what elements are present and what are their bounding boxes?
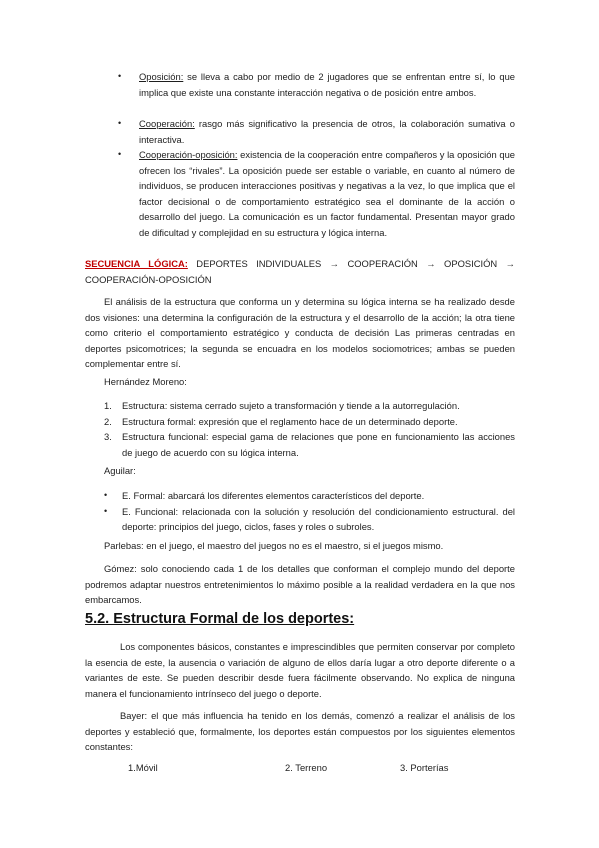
desc-cooperacion: rasgo más significativo la presencia de otros, la colaboración sumativa o interactiva. xyxy=(139,118,515,145)
bullet-dot: • xyxy=(118,71,122,81)
list-item xyxy=(104,429,515,460)
hernandez-title: Hernández Moreno: xyxy=(104,376,187,387)
list-text: Estructura: sistema cerrado sujeto a transformación y tiende a la autorregulación. xyxy=(122,400,460,411)
list-item xyxy=(104,414,515,430)
aguilar-title: Aguilar: xyxy=(104,465,136,476)
secuencia-logica xyxy=(85,256,515,287)
componentes-paragraph: Los componentes básicos, constantes e imprescindibles que permiten conservar por completo la esencia de este, la ausencia o variación de alguno de ellos daría lugar a otro deporte diferente o a variantes de este. Se pueden describir desde fuera fácilmente observando. No explica de ninguna manera el funcionamiento intrínseco del juego o deporte. xyxy=(85,641,515,699)
term-cooperacion-oposicion: Cooperación-oposición: xyxy=(139,149,238,160)
list-text: E. Funcional: relacionada con la solución y resolución del condicionamiento estructural. del deporte: principios del juego, ciclos, fases y roles o subroles. xyxy=(122,505,515,533)
secuencia-text: DEPORTES INDIVIDUALES → COOPERACIÓN → OPOSICIÓN → COOPERACIÓN-OPOSICIÓN xyxy=(85,258,515,285)
bayer-paragraph: Bayer: el que más influencia ha tenido en los demás, comenzó a realizar el análisis de los deportes y estableció que, formalmente, los deportes están compuestos por los siguientes elementos constantes: xyxy=(85,710,515,753)
aguilar-list xyxy=(104,488,515,535)
secuencia-label: SECUENCIA LÓGICA: xyxy=(85,258,188,269)
list-item xyxy=(104,488,515,504)
bullet-dot: • xyxy=(118,149,122,159)
list-item xyxy=(104,398,515,414)
list-text: Estructura formal: expresión que el reglamento hace de un determinado deporte. xyxy=(122,415,458,427)
list-text: Estructura funcional: especial gama de relaciones que pone en funcionamiento las acciones de juego de acuerdo con su lógica interna. xyxy=(122,431,515,458)
term-oposicion: Oposición: xyxy=(139,71,184,82)
list-number: 3. xyxy=(104,431,112,443)
gomez-paragraph: Gómez: solo conociendo cada 1 de los detalles que conforman el complejo mundo del deporte podremos adaptar nuestros entretenimientos lo máximo posible a la realidad verdadera en la que nos embarcamos. xyxy=(85,563,515,606)
bullet-cooperacion xyxy=(118,116,515,147)
desc-cooperacion-oposicion: existencia de la cooperación entre compañeros y la oposición que ofrecen los “rivales”. La oposición puede ser estable o variable, en cuanto al número de individuos, se producen interacciones positivas y negativas a la vez, lo que implica que el factor decisional o de comportamiento estratégico sea el dominante de la acción o desarrollo del juego. La comunicación es un factor fundamental. Presentan mayor grado de dificultad y complejidad en su estructura y lógica interna. xyxy=(139,149,515,238)
bullet-cooperacion-oposicion xyxy=(118,147,515,241)
desc-oposicion: se lleva a cabo por medio de 2 jugadores que se enfrentan entre sí, lo que implica que existe una constante interacción negativa o de posición entre ambos. xyxy=(139,71,515,98)
list-item xyxy=(104,504,515,535)
analisis-paragraph: El análisis de la estructura que conforma un y determina su lógica interna se ha realizado desde dos visiones: una determina la configuración de la estructura y el desarrollo de la acción; la otra tiene como criterio el comportamiento estratégico y conducta de decisión Las primeras centradas en deportes psicomotrices; la segunda se encuadra en los modelos sociomotrices; ambas se pueden complementar entre sí. xyxy=(85,296,515,370)
list-number: 2. xyxy=(104,415,112,427)
list-text: E. Formal: abarcará los diferentes elementos característicos del deporte. xyxy=(122,490,425,501)
elemento-terreno: 2. Terreno xyxy=(285,762,328,773)
list-number: 1. xyxy=(104,400,112,411)
hernandez-list xyxy=(104,398,515,460)
term-cooperacion: Cooperación: xyxy=(139,118,195,129)
bullet-dot: • xyxy=(104,490,108,500)
elemento-movil: 1.Móvil xyxy=(128,762,158,773)
bullet-dot: • xyxy=(118,118,122,128)
bullet-oposicion xyxy=(118,69,515,100)
section-heading: 5.2. Estructura Formal de los deportes: xyxy=(85,611,355,627)
parlebas-paragraph: Parlebas: en el juego, el maestro del juegos no es el maestro, si el juegos mismo. xyxy=(104,540,444,551)
bullet-dot: • xyxy=(104,505,108,516)
elemento-porterias: 3. Porterías xyxy=(400,762,449,773)
